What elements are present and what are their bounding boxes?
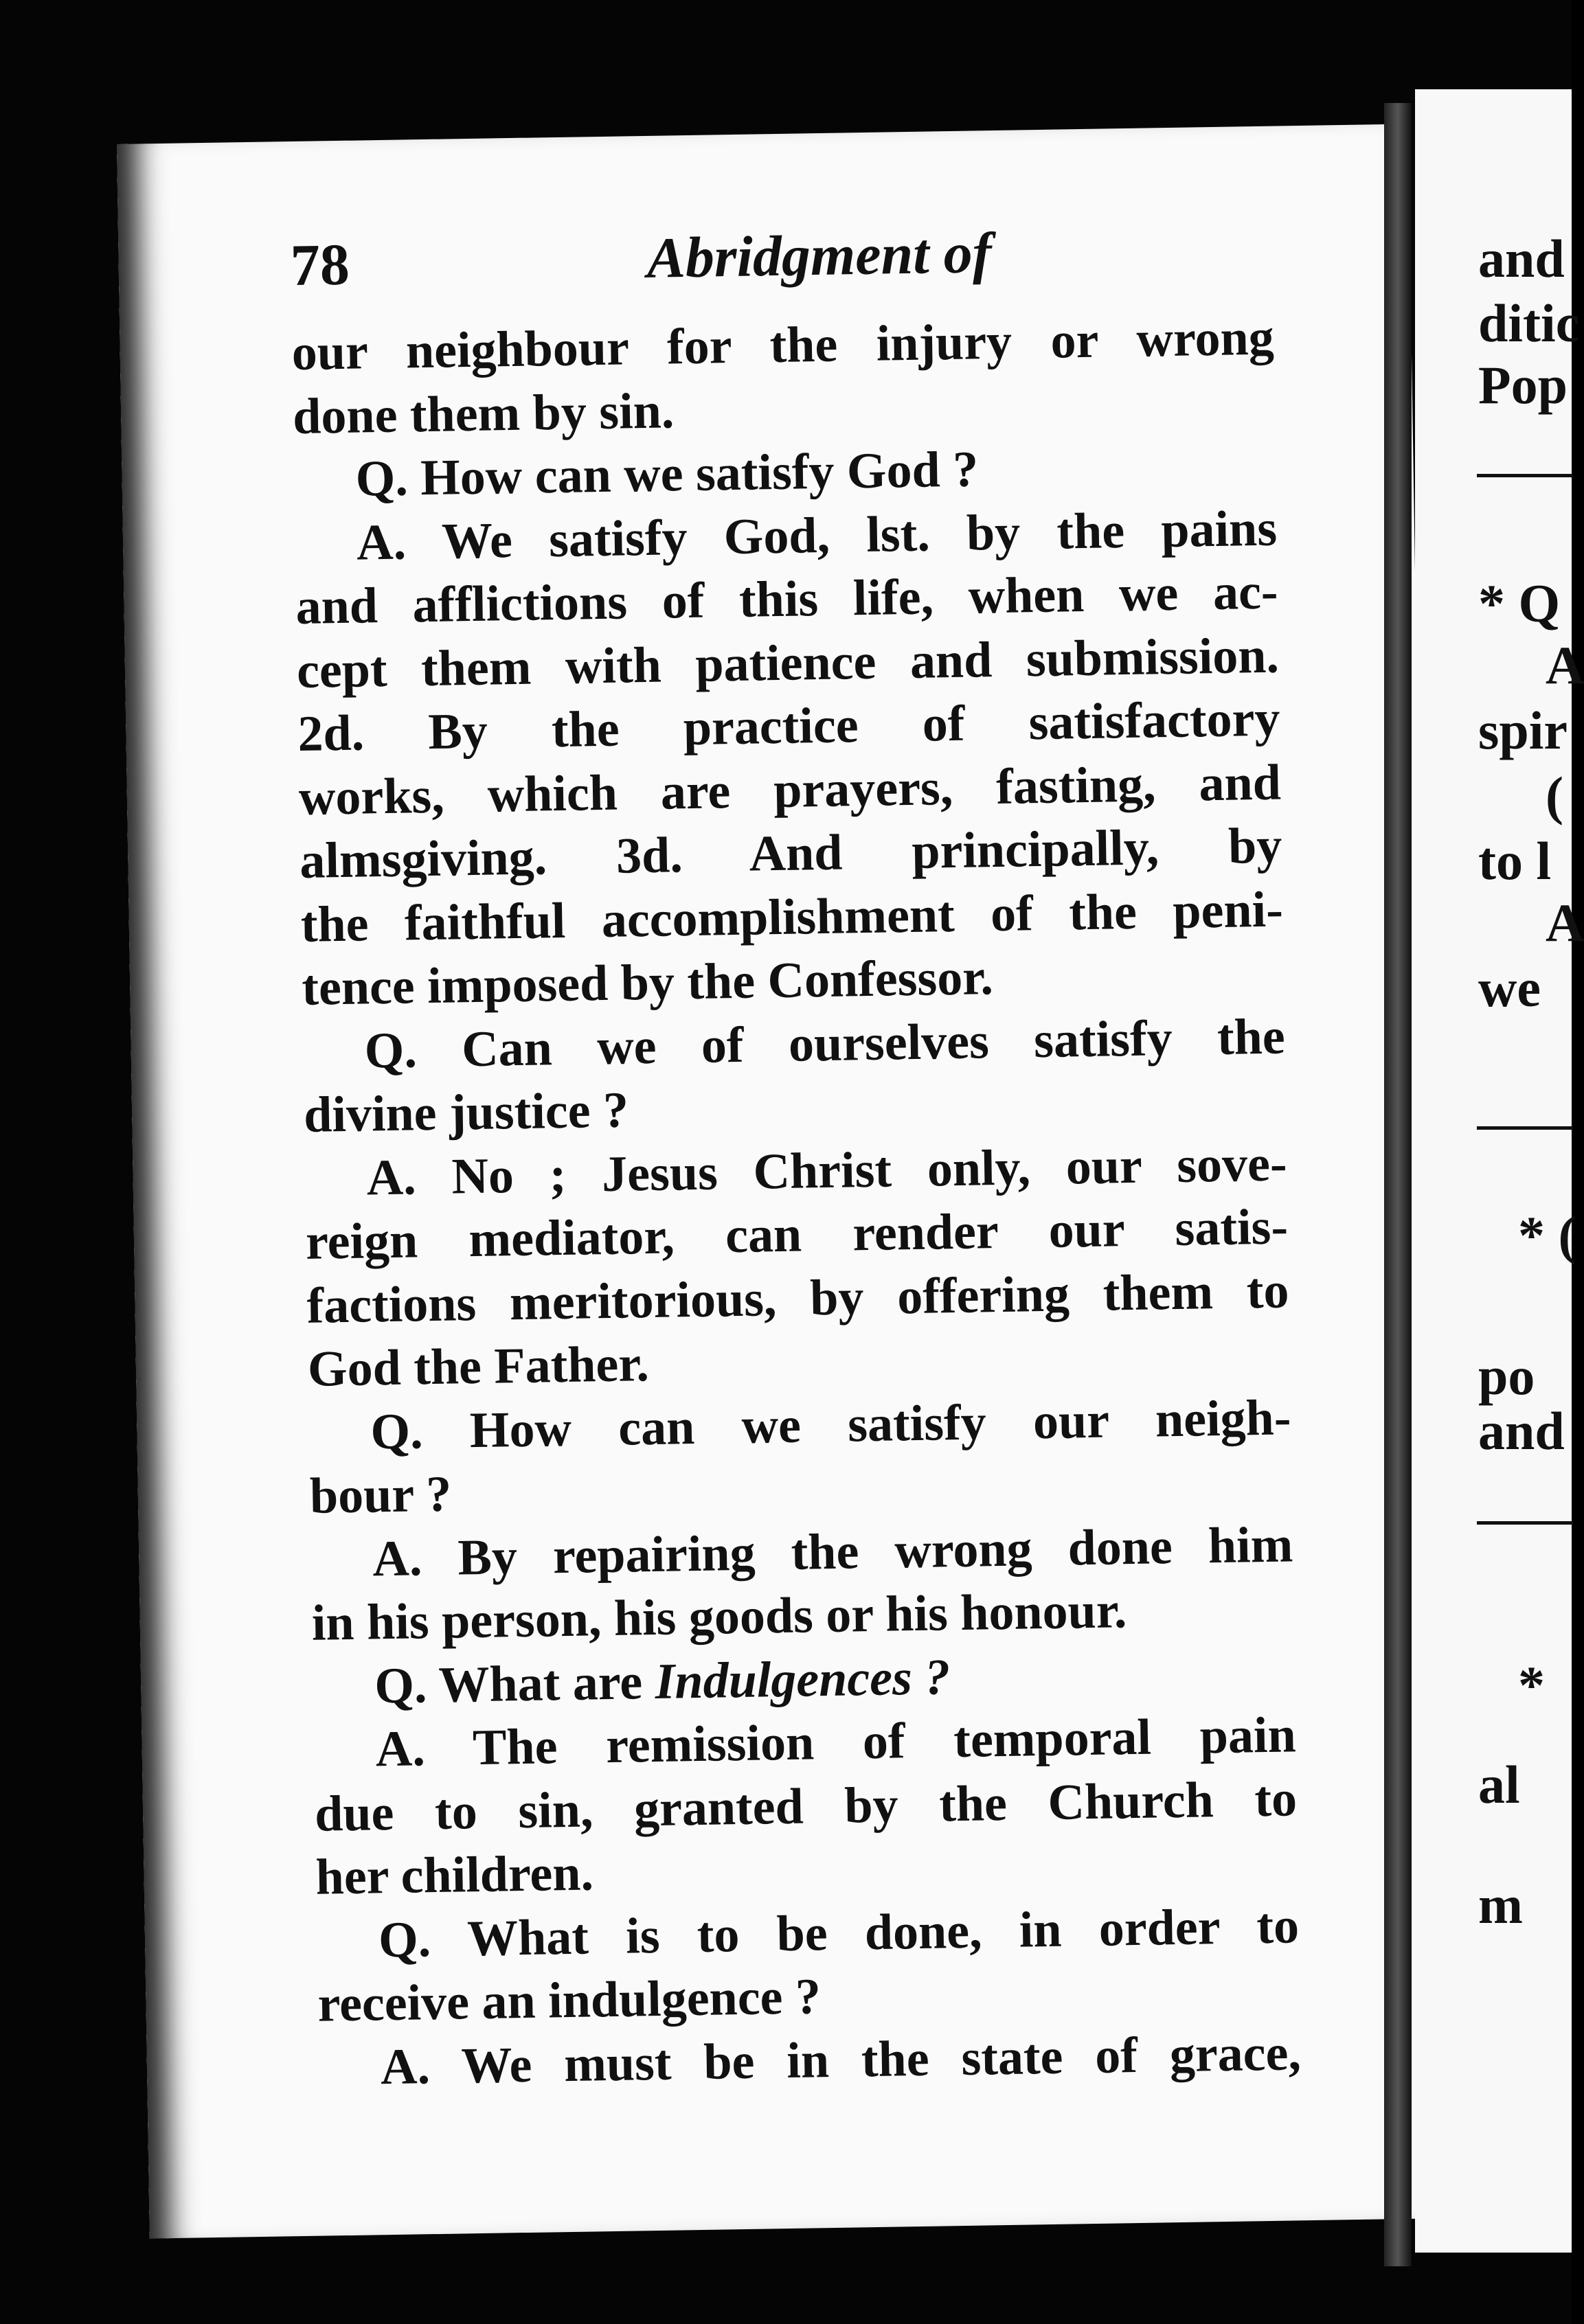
right-page-text-fragment: and — [1478, 1401, 1565, 1461]
right-page-text-fragment: spir — [1478, 700, 1568, 760]
text-line-content: works, which are prayers, fasting, and — [298, 753, 1282, 826]
italic-term: Indulgences ? — [654, 1648, 951, 1710]
right-page-text-fragment: ditic — [1478, 293, 1580, 353]
right-page-edge — [1415, 89, 1584, 2253]
text-line-content: A. No ; Jesus Christ only, our sove- — [366, 1135, 1288, 1206]
page-number: 78 — [290, 231, 350, 299]
text-line-content: Q. How can we satisfy God ? — [355, 441, 979, 508]
text-line-content: her children. — [315, 1845, 594, 1906]
right-page-rule — [1477, 474, 1573, 477]
text-line-content: divine justice ? — [303, 1082, 629, 1143]
text-line-content: Q. Can we of ourselves satisfy the — [364, 1007, 1286, 1079]
right-page-text-fragment: * Q — [1478, 573, 1561, 633]
text-line-content: reign mediator, can render our satis- — [305, 1198, 1289, 1271]
text-line-content: almsgiving. 3d. And principally, by — [299, 817, 1282, 889]
text-line-content: done them by sin. — [292, 382, 675, 445]
text-line-content: and afflictions of this life, when we ac- — [295, 563, 1279, 635]
text-line-content: the faithful accomplishment of the peni- — [300, 880, 1284, 953]
text-line-content: cept them with patience and submission. — [296, 627, 1280, 699]
text-line-content: A. We must be in the state of grace, — [380, 2024, 1302, 2095]
text-line-content: receive an indulgence ? — [317, 1968, 822, 2033]
right-page-text-fragment: A — [1546, 893, 1584, 953]
right-page-text-fragment: A — [1546, 635, 1584, 695]
catechism-text — [291, 306, 1302, 2100]
text-line-content: A. By repairing the wrong done him — [372, 1516, 1293, 1587]
right-page-text-fragment: * ( — [1518, 1205, 1576, 1265]
right-page-text-fragment: m — [1478, 1875, 1523, 1935]
text-line-content: Q. What is to be done, in order to — [378, 1897, 1300, 1968]
text-line-content: tence imposed by the Confessor. — [301, 949, 994, 1016]
right-page-text-fragment: al — [1478, 1755, 1520, 1814]
text-line-content: A. The remission of temporal pain — [375, 1707, 1297, 1778]
text-line-content: in his person, his goods or his honour. — [311, 1582, 1127, 1652]
text-line-content: Q. What are — [374, 1653, 643, 1714]
right-page-text-fragment: ( — [1546, 766, 1563, 825]
right-page-rule — [1477, 1521, 1573, 1525]
text-line-content: factions meritorious, by offering them to — [306, 1262, 1290, 1334]
left-page — [117, 124, 1441, 2238]
text-line-content: 2d. By the practice of satisfactory — [297, 690, 1280, 762]
running-head — [290, 214, 1322, 306]
book-gutter — [1384, 103, 1412, 2266]
text-line-content: Q. How can we satisfy our neigh- — [370, 1389, 1291, 1460]
right-page-text-fragment: Pop — [1478, 355, 1568, 415]
running-head-title: Abridgment of — [646, 221, 993, 290]
right-page-text-fragment: to l — [1478, 831, 1552, 891]
text-line-content: due to sin, granted by the Church to — [314, 1770, 1298, 1843]
text-line-content: bour ? — [309, 1466, 452, 1525]
text-line-content: our neighbour for the injury or wrong — [291, 309, 1275, 382]
text-line-content: God the Father. — [307, 1336, 650, 1398]
right-page-text-fragment: we — [1478, 958, 1541, 1018]
right-page-text-fragment: po — [1478, 1346, 1535, 1406]
right-page-text-fragment: * — [1518, 1655, 1545, 1715]
right-page-rule — [1477, 1126, 1573, 1130]
right-page-text-fragment: and — [1478, 229, 1565, 288]
text-line-content: A. We satisfy God, lst. by the pains — [356, 500, 1278, 571]
